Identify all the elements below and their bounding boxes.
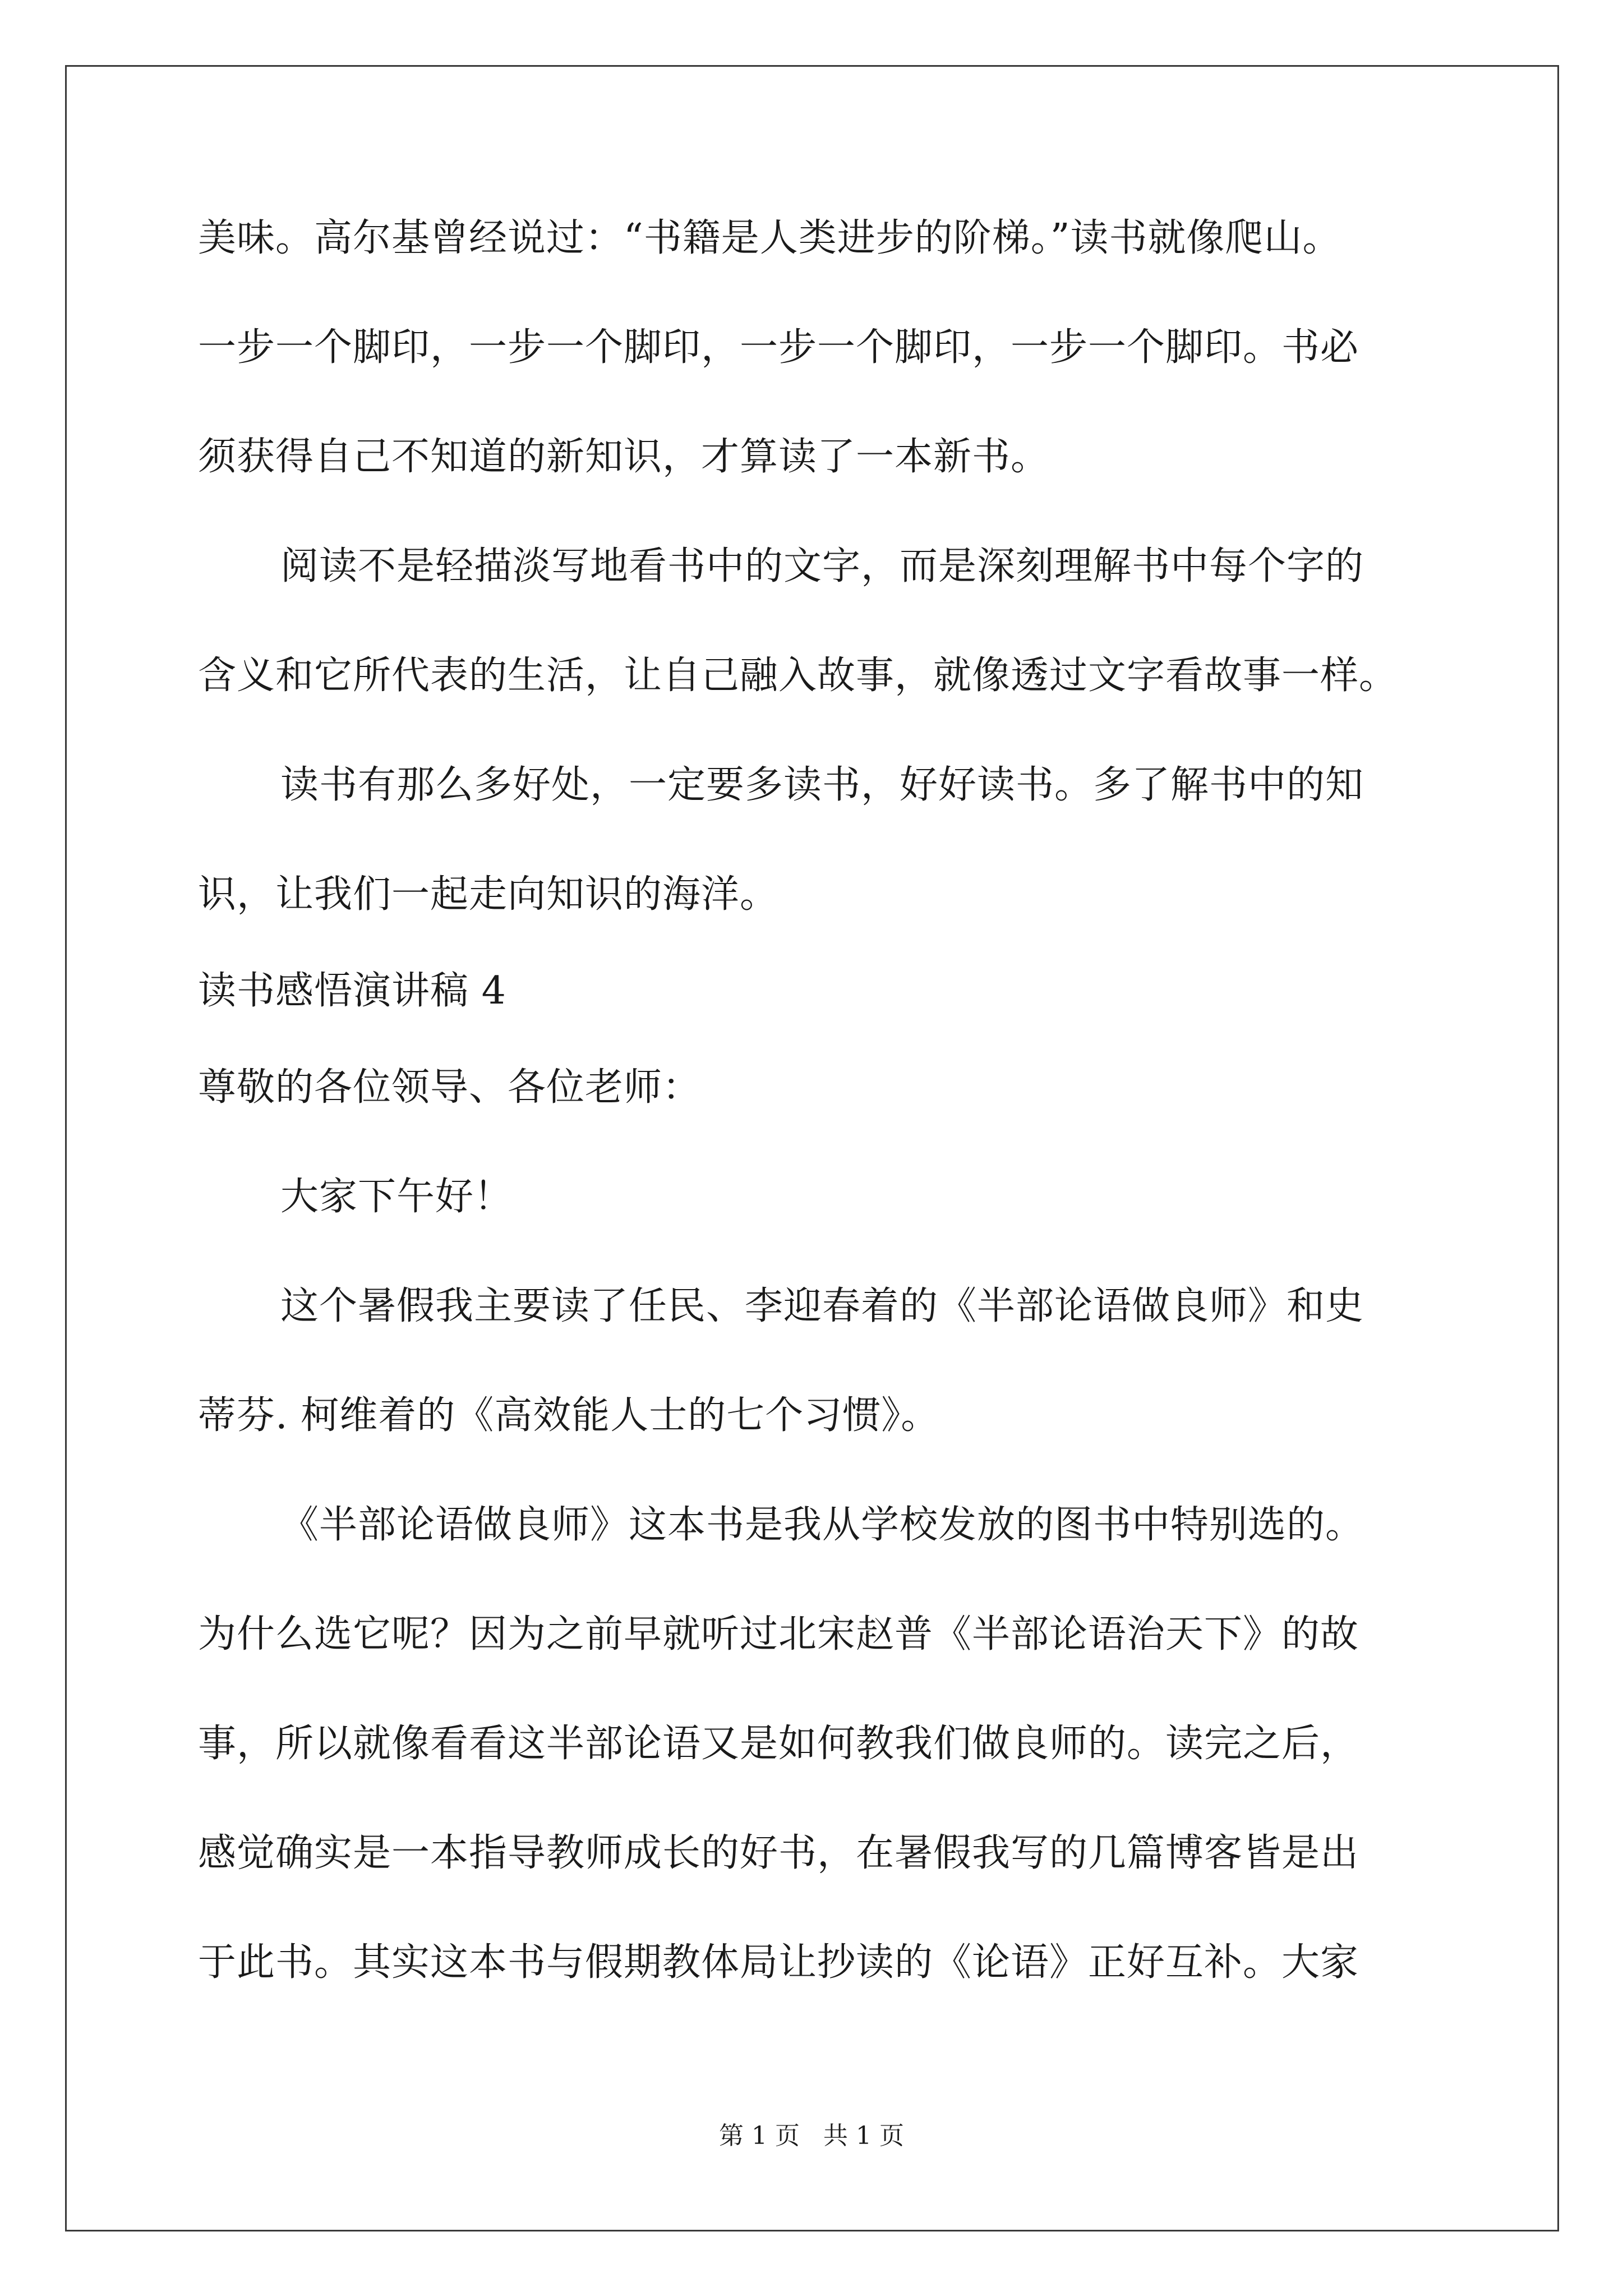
body-line-5: 含义和它所代表的生活，让自己融入故事，就像透过文字看故事一样。 bbox=[198, 654, 1398, 698]
body-line-11: 为什么选它呢？因为之前早就听过北宋赵普《半部论语治天下》的故 bbox=[198, 1612, 1359, 1657]
greeting: 大家下午好！ bbox=[280, 1175, 513, 1219]
body-line-14: 于此书。其实这本书与假期教体局让抄读的《论语》正好互补。大家 bbox=[198, 1940, 1359, 1985]
salutation: 尊敬的各位领导、各位老师： bbox=[198, 1065, 702, 1110]
page-footer: 第 1 页 共 1 页 bbox=[719, 2122, 904, 2150]
body-line-12: 事，所以就像看看这半部论语又是如何教我们做良师的。读完之后， bbox=[198, 1722, 1359, 1766]
body-line-9: 蒂芬. 柯维着的《高效能人士的七个习惯》。 bbox=[198, 1393, 940, 1438]
body-line-13: 感觉确实是一本指导教师成长的好书，在暑假我写的几篇博客皆是出 bbox=[198, 1831, 1359, 1875]
body-line-3: 须获得自己不知道的新知识，才算读了一本新书。 bbox=[198, 435, 1050, 479]
body-line-4: 阅读不是轻描淡写地看书中的文字，而是深刻理解书中每个字的 bbox=[280, 544, 1364, 588]
body-line-6: 读书有那么多好处，一定要多读书，好好读书。多了解书中的知 bbox=[280, 763, 1364, 807]
body-line-10: 《半部论语做良师》这本书是我从学校发放的图书中特别选的。 bbox=[280, 1503, 1364, 1547]
body-line-8: 这个暑假我主要读了任民、李迎春着的《半部论语做良师》和史 bbox=[280, 1284, 1364, 1328]
page-border bbox=[65, 65, 1559, 2231]
section-heading: 读书感悟演讲稿 4 bbox=[198, 969, 506, 1013]
body-line-1: 美味。高尔基曾经说过：“书籍是人类进步的阶梯。”读书就像爬山。 bbox=[198, 216, 1341, 260]
body-line-7: 识，让我们一起走向知识的海洋。 bbox=[198, 872, 779, 917]
body-line-2: 一步一个脚印，一步一个脚印，一步一个脚印，一步一个脚印。书必 bbox=[198, 325, 1359, 370]
